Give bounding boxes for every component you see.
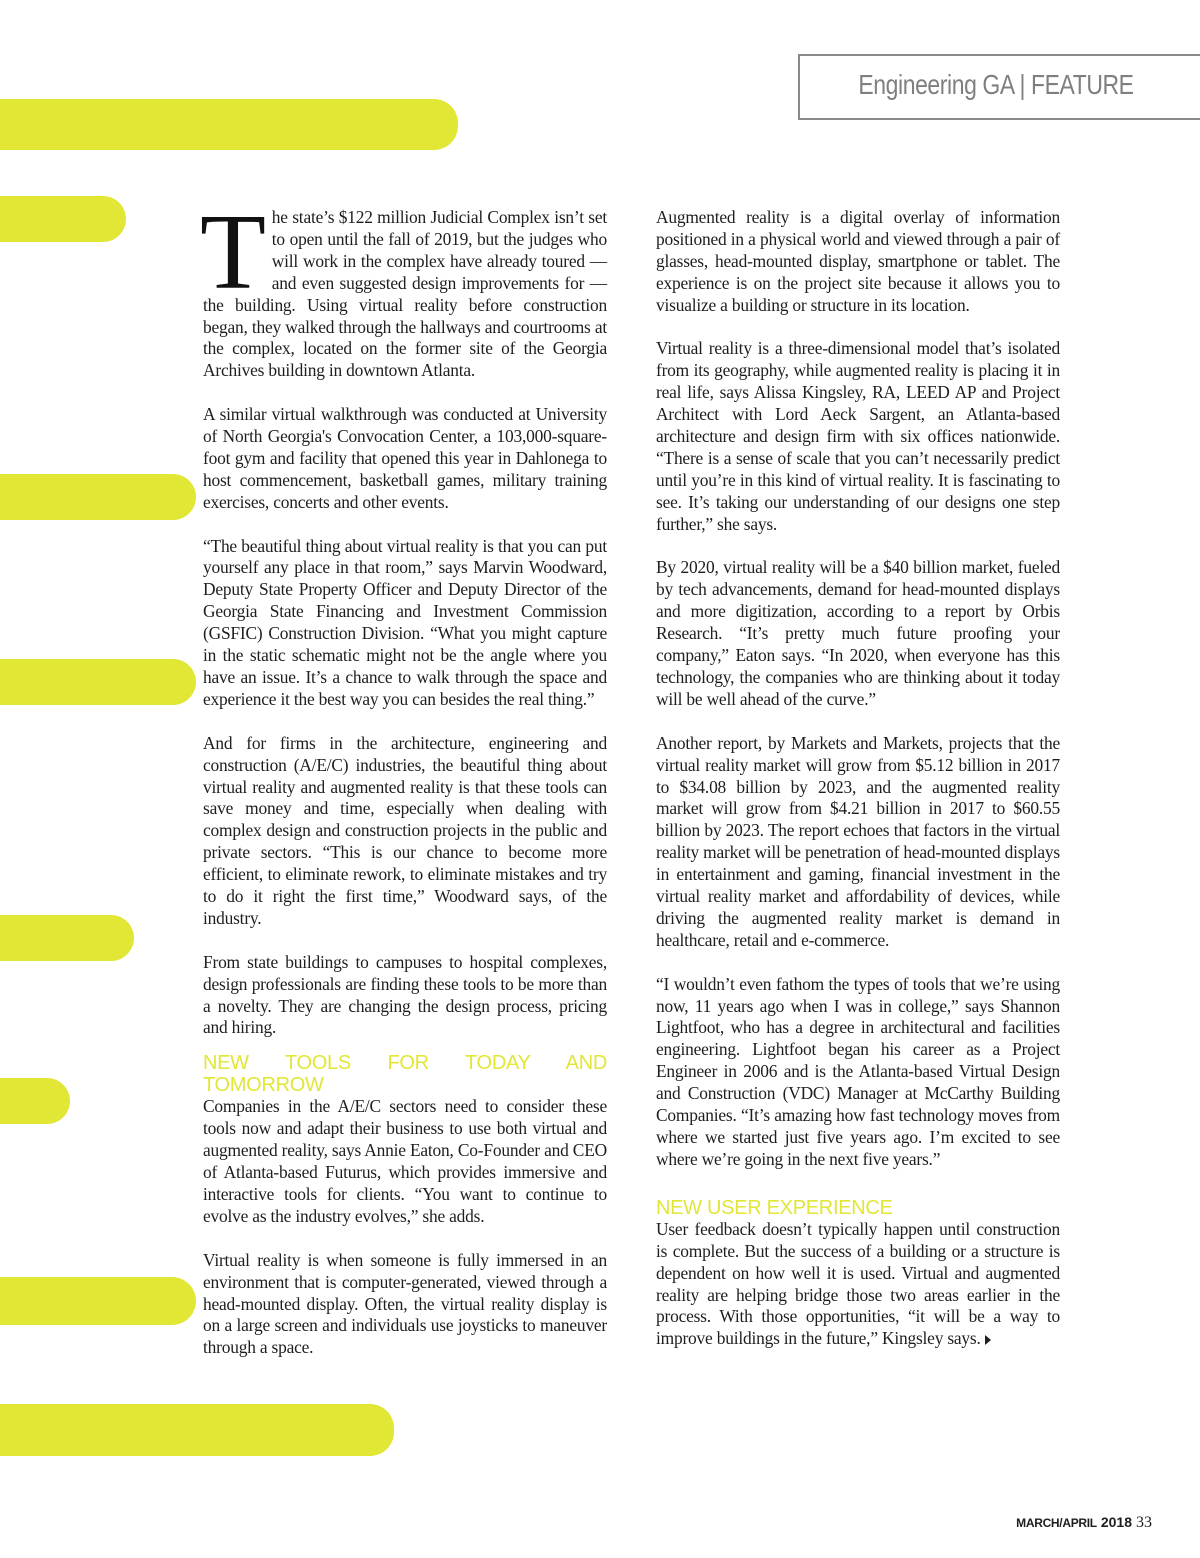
article-paragraph: [656, 1219, 1060, 1350]
accent-bar: [0, 1078, 70, 1124]
issue-label: MARCH/APRIL: [1016, 1516, 1097, 1530]
article-paragraph: By 2020, virtual reality will be a $40 billion market, fueled by tech advancements, demand for head-mounted displays and more digitization, according to a report by Orbis Research. “It’s pretty much future proofing your company,” Eaton says. “In 2020, when everyone has this technology, the companies who are thinking about it today will be well ahead of the curve.”: [656, 557, 1060, 709]
article-paragraph: Virtual reality is when someone is fully immersed in an environment that is computer-generated, viewed through a head-mounted display. Often, the virtual reality display is on a large screen and individuals use joysticks to maneuver through a space.: [203, 1249, 607, 1358]
page-footer: [1016, 1514, 1152, 1532]
article-paragraph: Another report, by Markets and Markets, projects that the virtual reality market will grow from $5.12 billion in 2017 to $34.08 billion by 2023, and the augmented reality market will grow from $4.21 billion in 2017 to $60.55 billion by 2023. The report echoes that factors in the virtual reality market will be penetration of head-mounted displays in entertainment and gaming, financial investment in the virtual reality market and affordability of devices, while driving the augmented reality market is demand in healthcare, retail and e-commerce.: [656, 732, 1060, 950]
article-paragraph: Virtual reality is a three-dimensional model that’s isolated from its geography, while augmented reality is placing it in real life, says Alissa Kingsley, RA, LEED AP and Project Architect with Lord Aeck Sargent, an Atlanta-based architecture and design firm with six offices nationwide. “There is a sense of scale that you can’t necessarily predict until you’re in this kind of virtual reality. It is fascinating to see. It’s taking our understanding of our designs one step further,” she says.: [656, 338, 1060, 534]
accent-bar: [0, 474, 196, 520]
issue-year: 2018: [1100, 1514, 1132, 1530]
paragraph-text: User feedback doesn’t typically happen until construction is complete. But the success of a building or a structure is dependent on how well it is used. Virtual and augmented reality are helping bridge those two areas earlier in the process. With those opportunities, “it will be a way to improve buildings in the future,” Kingsley says.: [656, 1218, 1060, 1349]
article-paragraph: [200, 193, 607, 382]
article-paragraph: “The beautiful thing about virtual reality is that you can put yourself any place in that room,” says Marvin Woodward, Deputy State Property Officer and Deputy Director of the Georgia State Financing and Investment Commission (GSFIC) Construction Division. “What you might capture in the static schematic might not be the angle where you have an issue. It’s a chance to walk through the space and experience it the best way you can besides the real thing.”: [203, 535, 607, 709]
article-paragraph: And for firms in the architecture, engineering and construction (A/E/C) industries, the beautiful thing about virtual reality and augmented reality is that these tools can save money and time, especially when dealing with complex design and construction projects in the public and private sectors. “This is our chance to become more efficient, to eliminate rework, to eliminate mistakes and try to do it right the first time,” Woodward says, of the industry.: [203, 732, 607, 928]
accent-bar: [0, 1277, 196, 1325]
accent-bar-bottom: [0, 1404, 394, 1456]
article-paragraph: Augmented reality is a digital overlay of information positioned in a physical world and viewed through a pair of glasses, head-mounted display, smartphone or tablet. The experience is on the project site because it allows you to visualize a building or structure in its location.: [656, 207, 1060, 315]
section-heading: NEW USER EXPERIENCE: [656, 1196, 893, 1219]
article-paragraph: Companies in the A/E/C sectors need to consider these tools now and adapt their business to use both virtual and augmented reality, says Annie Eaton, Co-Founder and CEO of Atlanta-based Futurus, which provides immersive and interactive tools for clients. “You want to continue to evolve as the industry evolves,” she adds.: [203, 1096, 607, 1226]
article-paragraph: “I wouldn’t even fathom the types of tools that we’re using now, 11 years ago when I was in college,” says Shannon Lightfoot, who has a degree in architectural and facilities engineering. Lightfoot began his career as a Project Engineer in 2006 and is the Atlanta-based Virtual Design and Construction (VDC) Manager at McCarthy Building Companies. “It’s amazing how fast technology moves from where we started just five years ago. I’m excited to see where we’re going in the next five years.”: [656, 973, 1060, 1169]
section-header: Engineering GA | FEATURE: [858, 69, 1134, 100]
article-paragraph: From state buildings to campuses to hospital complexes, design professionals are finding these tools to be more than a novelty. They are changing the design process, pricing and hiring.: [203, 951, 607, 1038]
article-paragraph: A similar virtual walkthrough was conducted at University of North Georgia's Convocation Center, a 103,000-square-foot gym and facility that opened this year in Dahlonega to host commencement, basketball games, military training exercises, concerts and other events.: [203, 404, 607, 512]
accent-bar: [0, 196, 126, 242]
article-column-right: [656, 207, 1060, 1372]
accent-bar: [0, 659, 196, 705]
end-of-story-icon: [985, 1335, 991, 1345]
accent-bar-top: [0, 99, 458, 150]
section-heading: NEW TOOLS FOR TODAY AND TOMORROW: [203, 1052, 607, 1097]
paragraph-text: he state’s $122 million Judicial Complex isn’t set to open until the fall of 2019, but the judges who will work in the complex have already toured — and even suggested design improvements for — the building. Using virtual reality before construction began, they walked through the hallways and courtrooms at the complex, located on the former site of the Georgia Archives building in downtown Atlanta.: [203, 207, 607, 381]
accent-bar: [0, 915, 134, 961]
drop-cap: T: [200, 193, 266, 312]
article-column-left: [200, 193, 607, 1381]
page-number: 33: [1136, 1514, 1152, 1531]
